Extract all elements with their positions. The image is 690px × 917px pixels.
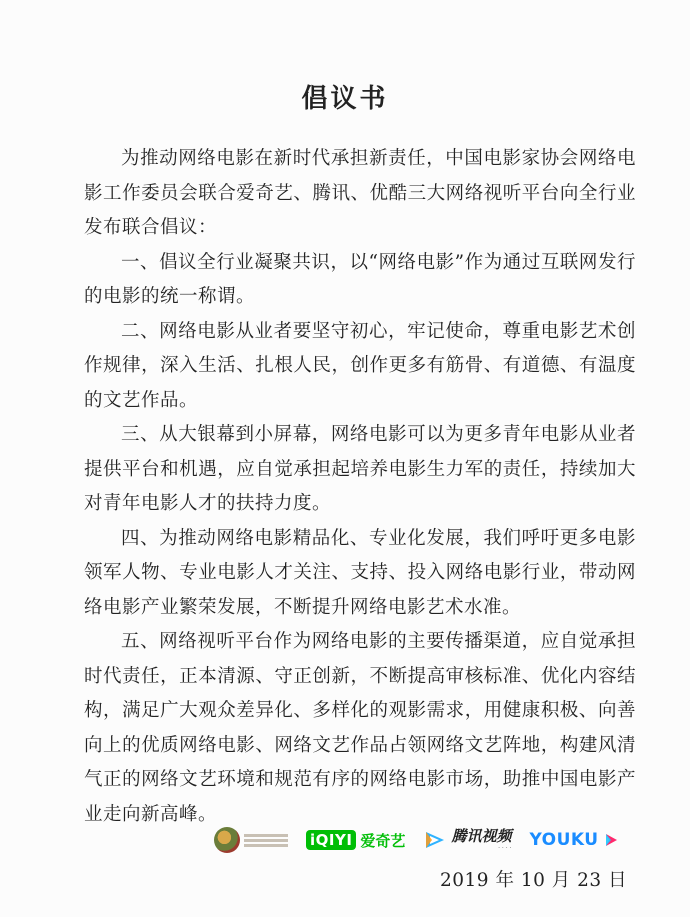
tencent-video-name: 腾讯视频 bbox=[451, 826, 512, 845]
document-date: 2019 年 10 月 23 日 bbox=[440, 870, 628, 891]
proposal-paragraph-1: 一、倡议全行业凝聚共识，以“网络电影”作为通过互联网发行的电影的统一称谓。 bbox=[84, 251, 636, 307]
tencent-play-icon bbox=[423, 830, 447, 850]
film-association-logo bbox=[214, 827, 288, 853]
iqiyi-mark: iQIYI bbox=[306, 830, 356, 850]
proposal-paragraph-5: 五、网络视听平台作为网络电影的主要传播渠道，应自觉承担时代责任，正本清源、守正创新，不断提高审核标准、优化内容结构，满足广大观众差异化、多样化的观影需求，用健康积极、向善向上的优质网络电影、网络文艺作品占领网络文艺阵地，构建风清气正的网络文艺环境和规范有序的网络电影市场，助推中国电影产业走向新高峰。 bbox=[84, 631, 636, 825]
proposal-paragraph-4: 四、为推动网络电影精品化、专业化发展，我们呼吁更多电影领军人物、专业电影人才关注、支持、投入网络电影行业，带动网络电影产业繁荣发展，不断提升网络电影艺术水准。 bbox=[84, 527, 636, 618]
document-title: 倡议书 bbox=[301, 84, 389, 114]
tencent-video-slogan-mark: · · · · bbox=[498, 844, 512, 852]
youku-name: YOUKU bbox=[529, 830, 599, 850]
film-association-seal-icon bbox=[214, 827, 240, 853]
intro-paragraph: 为推动网络电影在新时代承担新责任，中国电影家协会网络电影工作委员会联合爱奇艺、腾讯、优酷三大网络视听平台向全行业发布联合倡议： bbox=[84, 148, 636, 238]
document-body bbox=[84, 142, 636, 832]
iqiyi-logo bbox=[306, 830, 405, 851]
proposal-paragraph-3: 三、从大银幕到小屏幕，网络电影可以为更多青年电影从业者提供平台和机遇，应自觉承担起培养电影生力军的责任，持续加大对青年电影人才的扶持力度。 bbox=[84, 424, 636, 514]
film-association-wordmark bbox=[244, 834, 288, 847]
youku-logo bbox=[529, 830, 618, 850]
iqiyi-name: 爱奇艺 bbox=[360, 831, 406, 850]
proposal-paragraph-2: 二、网络电影从业者要坚守初心，牢记使命，尊重电影艺术创作规律，深入生活、扎根人民，创作更多有筋骨、有道德、有温度的文艺作品。 bbox=[84, 320, 636, 411]
tencent-video-logo bbox=[423, 826, 512, 852]
youku-play-icon bbox=[603, 832, 619, 848]
partner-logos bbox=[214, 820, 624, 860]
